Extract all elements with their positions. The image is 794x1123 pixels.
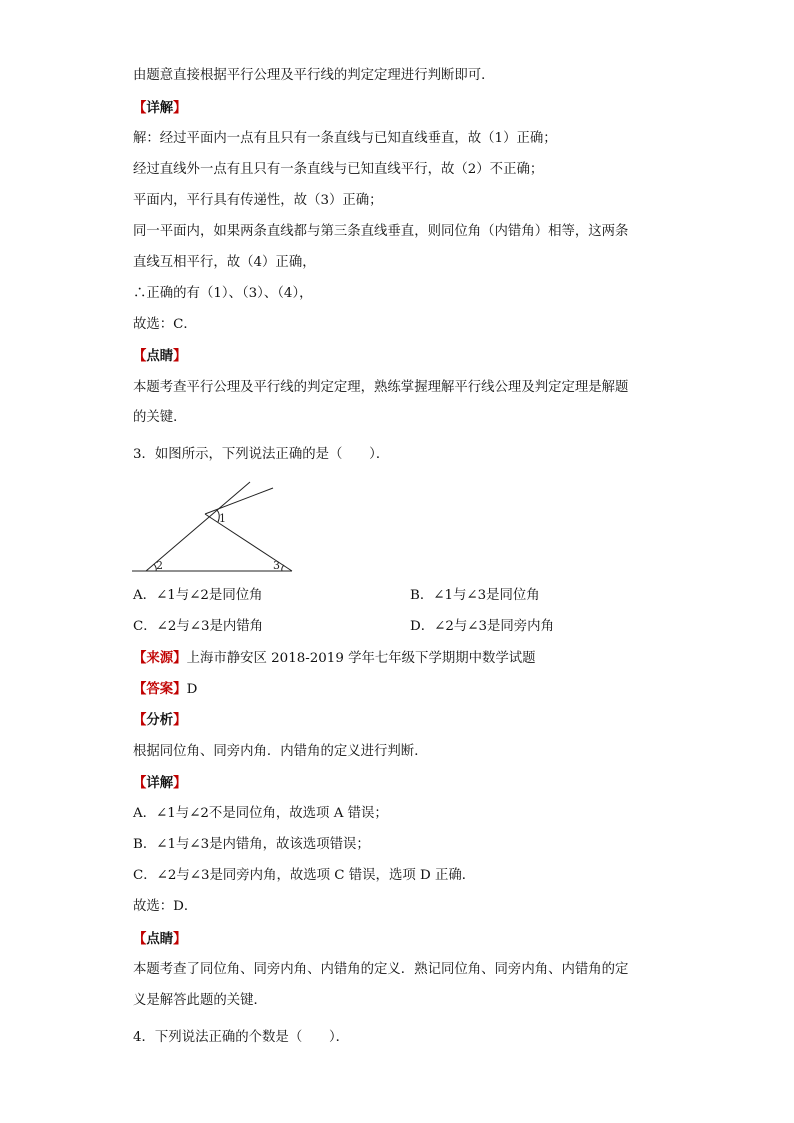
q3-detail-heading: 【详解】 [133, 775, 187, 791]
angle-1-label: 1 [219, 512, 226, 525]
prev-detail-line-3: 平面内，平行具有传递性，故（3）正确； [133, 193, 383, 208]
prev-comment-heading: 【点睛】 [133, 348, 187, 364]
angle-3-arc [282, 565, 284, 571]
q4-stem: 4．下列说法正确的个数是（ ）． [133, 1030, 350, 1045]
prev-detail-heading: 【详解】 [133, 100, 187, 116]
q3-source: 【来源】上海市静安区 2018-2019 学年七年级下学期期中数学试题 [133, 650, 536, 666]
prev-detail-line-6: ∴正确的有（1）、（3）、（4）， [133, 286, 313, 301]
angle-3-label: 3 [273, 559, 280, 572]
prev-comment-line-1: 本题考查平行公理及平行线的判定定理，熟练掌握理解平行线公理及判定定理是解题 [133, 380, 629, 395]
angle-2-label: 2 [156, 559, 163, 572]
q3-comment-heading: 【点睛】 [133, 931, 187, 947]
q3-stem: 3．如图所示，下列说法正确的是（ ）． [133, 447, 390, 462]
q3-comment-line-2: 义是解答此题的关键． [133, 993, 267, 1008]
prev-comment-line-2: 的关键． [133, 410, 187, 425]
q3-detail-line-2: B．∠1与∠3是内错角，故该选项错误； [133, 837, 370, 852]
q3-analysis-heading: 【分析】 [133, 712, 187, 728]
q3-detail-line-4: 故选：D． [133, 899, 198, 914]
prev-detail-line-2: 经过直线外一点有且只有一条直线与已知直线平行，故（2）不正确； [133, 162, 544, 177]
q3-comment-line-1: 本题考查了同位角、同旁内角、内错角的定义．熟记同位角、同旁内角、内错角的定 [133, 962, 629, 977]
q3-option-b: B．∠1与∠3是同位角 [410, 588, 540, 603]
q3-analysis-text: 根据同位角、同旁内角．内错角的定义进行判断． [133, 744, 428, 759]
prev-detail-line-1: 解：经过平面内一点有且只有一条直线与已知直线垂直，故（1）正确； [133, 131, 557, 146]
prev-analysis-text: 由题意直接根据平行公理及平行线的判定定理进行判断即可． [133, 68, 495, 83]
q3-option-a: A．∠1与∠2是同位角 [133, 588, 263, 603]
q3-detail-line-1: A．∠1与∠2不是同位角，故选项 A 错误； [133, 806, 388, 821]
q3-option-d: D．∠2与∠3是同旁内角 [410, 619, 554, 634]
q3-option-c: C．∠2与∠3是内错角 [133, 619, 264, 634]
prev-detail-line-7: 故选：C． [133, 317, 197, 332]
q3-answer: 【答案】D [133, 681, 198, 697]
q3-detail-line-3: C．∠2与∠3是同旁内角，故选项 C 错误，选项 D 正确． [133, 868, 476, 883]
q3-figure [130, 474, 300, 576]
prev-detail-line-4: 同一平面内，如果两条直线都与第三条直线垂直，则同位角（内错角）相等，这两条 [133, 224, 629, 239]
prev-detail-line-5: 直线互相平行，故（4）正确， [133, 255, 316, 270]
figure-left-line [146, 482, 250, 571]
